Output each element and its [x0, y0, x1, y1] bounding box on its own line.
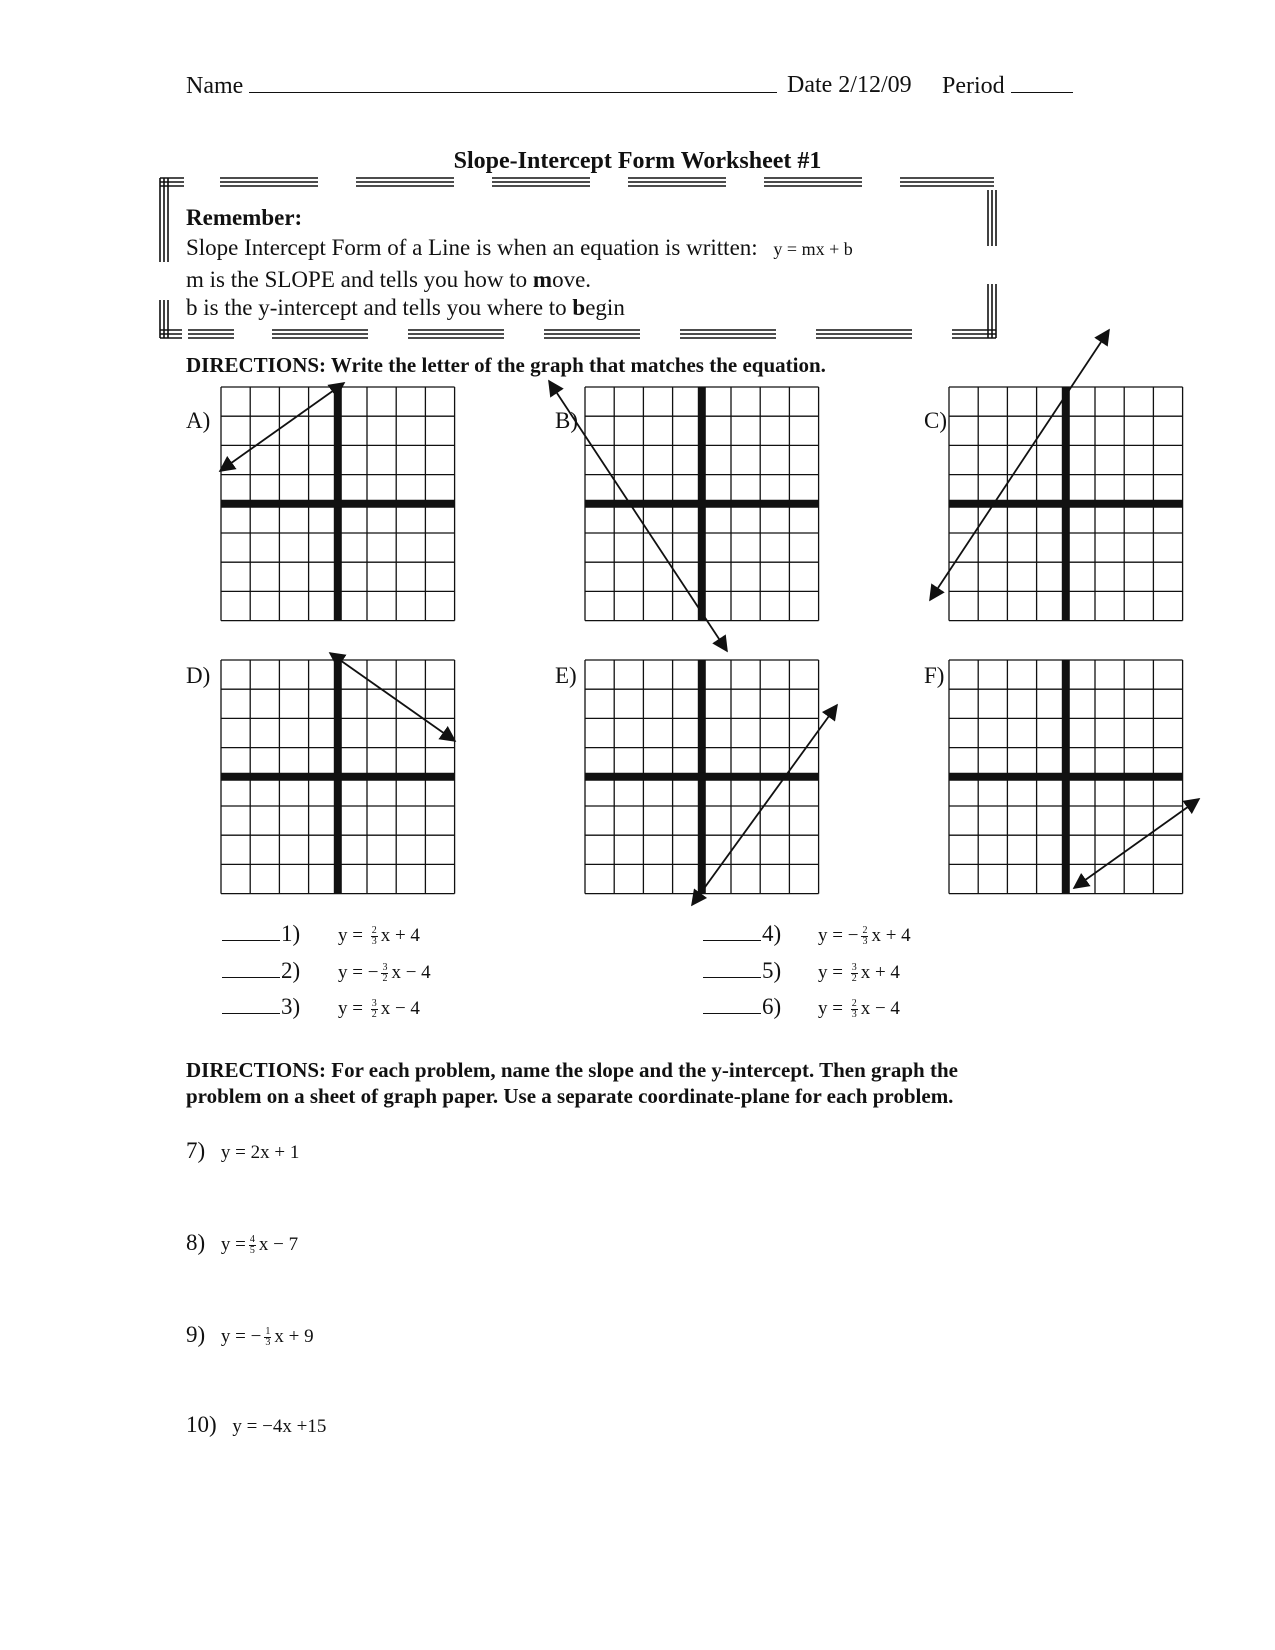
remember-line-3-bold: b [572, 295, 586, 320]
equation-denominator: 3 [371, 936, 377, 948]
problem-9-pre: y = − [220, 1326, 262, 1347]
graph-b [585, 387, 819, 621]
equation-fraction [861, 926, 868, 947]
matching-equation-3 [338, 998, 420, 1020]
directions-graphing-line-2: problem on a sheet of graph paper. Use a separate coordinate-plane for each problem. [186, 1084, 954, 1108]
answer-5[interactable] [703, 958, 781, 984]
answer-blank[interactable] [703, 922, 761, 941]
answer-6[interactable] [703, 994, 781, 1020]
graph-d-line [330, 653, 455, 741]
graph-d-label: D) [186, 663, 211, 688]
equation-post: x + 4 [871, 925, 911, 946]
problem-10-equation: y = −4x +15 [232, 1416, 327, 1437]
problem-8-post: x − 7 [258, 1234, 299, 1255]
equation-fraction [851, 999, 858, 1020]
equation-numerator: 3 [382, 962, 388, 974]
problem-8-pre: y = [220, 1234, 246, 1255]
equation-denominator: 2 [851, 973, 857, 985]
graph-c-line [930, 330, 1109, 600]
equation-pre: y = [338, 962, 363, 983]
equation-fraction [381, 963, 388, 984]
answer-blank[interactable] [222, 995, 280, 1014]
problem-9-number: 9) [186, 1322, 206, 1347]
problem-8-number: 8) [186, 1230, 206, 1255]
directions-graphing-line-1: DIRECTIONS: For each problem, name the slope and the y-intercept. Then graph the [186, 1058, 958, 1082]
problem-9-fraction [264, 1327, 271, 1348]
problem-7-number: 7) [186, 1138, 206, 1163]
equation-pre: y = [818, 962, 843, 983]
problem-8-numerator: 4 [249, 1234, 255, 1246]
equation-sign: − [367, 962, 379, 983]
graph-e-line [692, 705, 837, 905]
problem-9-equation [221, 1326, 314, 1347]
graph-c [949, 387, 1183, 621]
equation-pre: y = [818, 925, 843, 946]
equation-number: 2) [281, 958, 301, 983]
answer-blank[interactable] [222, 922, 280, 941]
graph-b-label: B) [555, 408, 578, 433]
equation-number: 3) [281, 994, 301, 1019]
equation-number: 1) [281, 921, 301, 946]
graph-a-label: A) [186, 408, 211, 433]
problem-10 [186, 1412, 326, 1438]
matching-equation-2 [338, 962, 431, 984]
problem-7-equation: y = 2x + 1 [220, 1142, 300, 1163]
matching-equation-5 [818, 962, 900, 984]
remember-line-2-start: m is the SLOPE and tells you how to [186, 267, 533, 292]
remember-line-1-text: Slope Intercept Form of a Line is when an equation is written: [186, 235, 758, 260]
matching-equation-4 [818, 925, 911, 947]
graph-f-label: F) [924, 663, 945, 688]
equation-pre: y = [818, 998, 843, 1019]
equation-numerator: 2 [851, 998, 857, 1010]
problem-10-number: 10) [186, 1412, 217, 1437]
graph-c-label: C) [924, 408, 947, 433]
answer-blank[interactable] [703, 995, 761, 1014]
matching-equation-1 [338, 925, 420, 947]
problem-9-post: x + 9 [274, 1326, 314, 1347]
equation-numerator: 2 [862, 925, 868, 937]
equation-numerator: 2 [371, 925, 377, 937]
matching-equation-6 [818, 998, 900, 1020]
equation-sign: − [847, 925, 859, 946]
equation-post: x + 4 [860, 962, 900, 983]
equation-denominator: 3 [862, 936, 868, 948]
equation-numerator: 3 [371, 998, 377, 1010]
graph-e-label: E) [555, 663, 577, 688]
problem-7 [186, 1138, 299, 1164]
remember-line-2-end: ove. [552, 267, 592, 292]
graph-f-line [1074, 799, 1199, 888]
answer-2[interactable] [222, 958, 300, 984]
equation-fraction [371, 926, 378, 947]
equation-pre: y = [338, 998, 363, 1019]
equation-post: x − 4 [380, 998, 420, 1019]
equation-fraction [851, 963, 858, 984]
graph-a-line [220, 383, 344, 471]
answer-blank[interactable] [222, 959, 280, 978]
equation-number: 6) [762, 994, 782, 1019]
equation-numerator: 3 [851, 962, 857, 974]
problem-9-denominator: 3 [265, 1337, 271, 1349]
remember-line-3-start: b is the y-intercept and tells you where to [186, 295, 573, 320]
equation-denominator: 2 [371, 1009, 377, 1021]
equation-denominator: 3 [851, 1009, 857, 1021]
graph-f [949, 660, 1183, 894]
equation-pre: y = [338, 925, 363, 946]
problem-8-fraction [249, 1235, 256, 1256]
directions-matching: DIRECTIONS: Write the letter of the graph that matches the equation. [186, 353, 826, 377]
answer-blank[interactable] [703, 959, 761, 978]
equation-post: x − 4 [860, 998, 900, 1019]
problem-8 [186, 1230, 298, 1256]
date-label: Date 2/12/09 [787, 72, 912, 98]
remember-line-3-end: egin [585, 295, 625, 320]
equation-denominator: 2 [382, 973, 388, 985]
graph-e [585, 660, 819, 894]
equation-post: x − 4 [391, 962, 431, 983]
graph-a [221, 387, 455, 621]
equation-post: x + 4 [380, 925, 420, 946]
problem-8-equation [221, 1234, 298, 1255]
graph-d [221, 660, 455, 894]
equation-number: 5) [762, 958, 782, 983]
worksheet-title: Slope-Intercept Form Worksheet #1 [453, 148, 822, 174]
remember-heading: Remember: [186, 205, 303, 230]
problem-9 [186, 1322, 314, 1348]
problem-8-denominator: 5 [249, 1245, 255, 1257]
equation-fraction [371, 999, 378, 1020]
period-label: Period [942, 73, 1005, 99]
formula-text: y = mx + b [773, 239, 853, 259]
name-label: Name [186, 73, 244, 99]
problem-9-numerator: 1 [265, 1326, 271, 1338]
answer-1[interactable] [222, 921, 300, 947]
answer-4[interactable] [703, 921, 781, 947]
answer-3[interactable] [222, 994, 300, 1020]
equation-number: 4) [762, 921, 782, 946]
remember-line-2-bold: m [532, 267, 553, 292]
